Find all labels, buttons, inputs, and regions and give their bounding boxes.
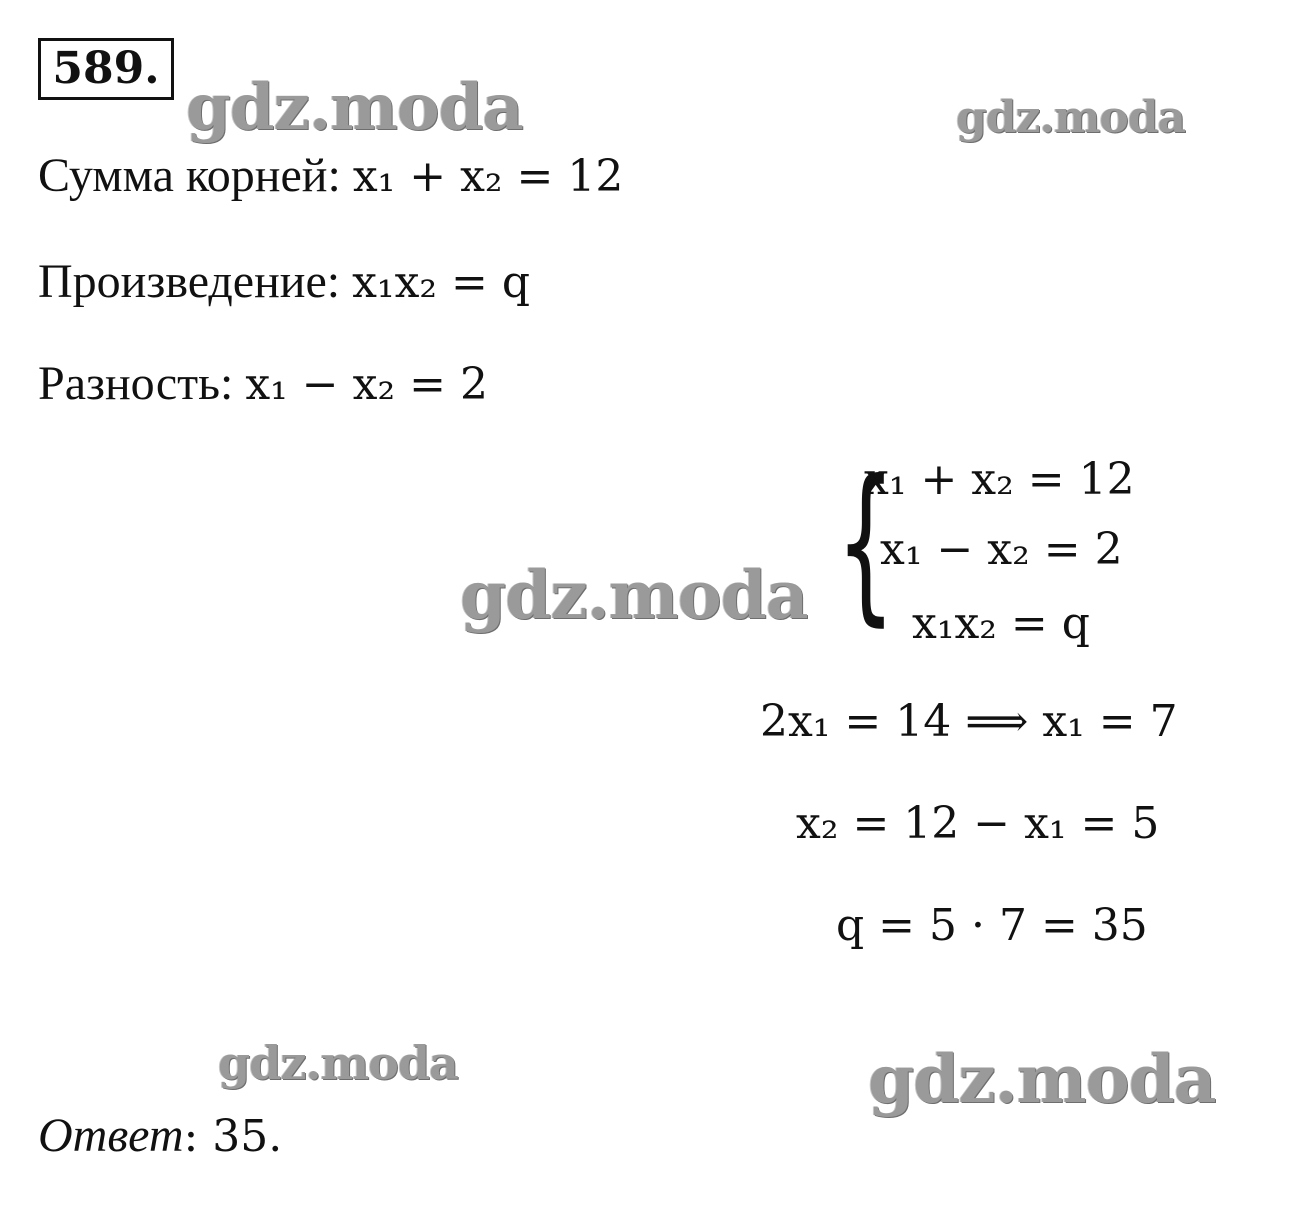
system-equation-2: x₁ − x₂ = 2 [880, 524, 1123, 575]
system-equation-1: x₁ + x₂ = 12 [864, 454, 1135, 505]
difference-label: Разность: [38, 357, 246, 410]
difference-formula: x₁ − x₂ = 2 [245, 359, 488, 410]
solution-step-2: x₂ = 12 − x₁ = 5 [796, 798, 1160, 849]
answer-label: Ответ [38, 1109, 184, 1162]
sum-label: Сумма корней: [38, 149, 353, 202]
watermark-logo: gdz.moda [218, 1036, 458, 1090]
product-formula: x₁x₂ = q [352, 257, 531, 308]
product-label: Произведение: [38, 255, 353, 308]
system-brace: { [836, 444, 896, 642]
answer-value: : 35. [183, 1111, 283, 1162]
product-line [38, 254, 530, 311]
difference-line [38, 356, 488, 413]
watermark-logo: gdz.moda [460, 556, 808, 634]
solution-step-1: 2x₁ = 14 ⟹ x₁ = 7 [760, 696, 1178, 747]
answer-line [38, 1108, 282, 1165]
sum-formula: x₁ + x₂ = 12 [352, 151, 624, 202]
system-equation-3: x₁x₂ = q [912, 598, 1090, 649]
solution-step-3: q = 5 · 7 = 35 [836, 900, 1148, 951]
problem-number: 589. [38, 38, 174, 100]
watermark-logo: gdz.moda [186, 70, 523, 145]
watermark-logo: gdz.moda [956, 92, 1186, 143]
watermark-logo: gdz.moda [868, 1040, 1216, 1118]
sum-line [38, 148, 623, 205]
